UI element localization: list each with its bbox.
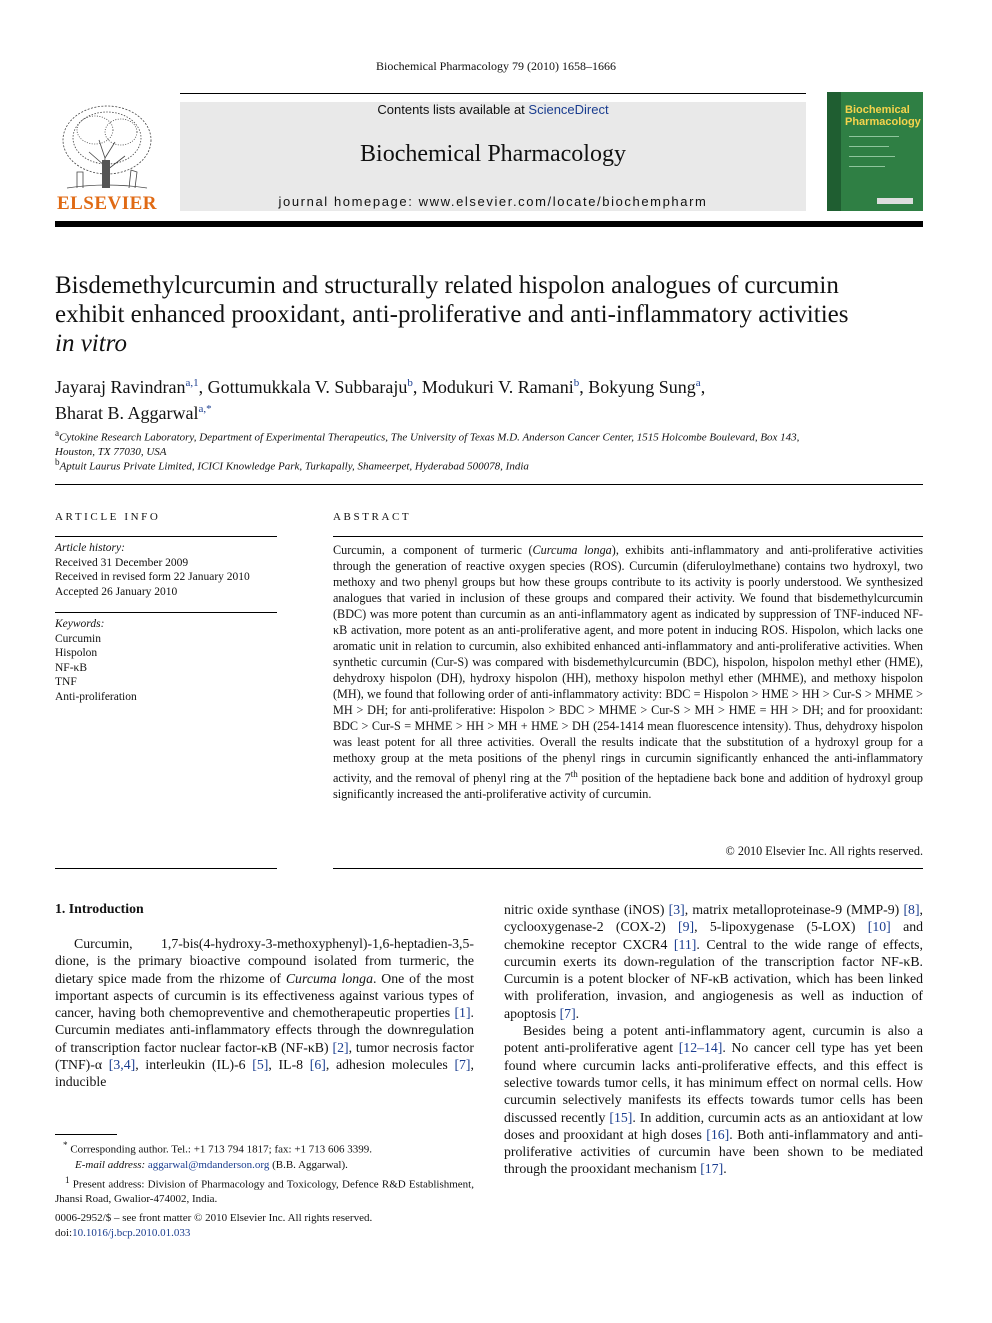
citation-link[interactable]: [7] — [559, 1005, 576, 1021]
abstract-text: ), exhibits anti-inflammatory and anti-proliferative activities through the generation of reactive oxygen species (ROS). Curcumin (diferuloylmethane) contains two hydroxyl, two methoxy and two phenyl groups but how these groups contribute to its activity is poorly understood. We synthesized analogues that varied in inclusion of these groups and compared their activity. We found that bisdemethylcurcumin (BDC) was more potent than curcumin as an anti-inflammatory agent as indicated by suppression of TNF-induced NF-κB activation, more potent as an anti-proliferative agent, and more potent in inducing ROS. Hispolon, which lacks one aromatic unit in relation to curcumin, also exhibited enhanced anti-inflammatory and anti-proliferative activities. When synthetic curcumin (Cur-S) was compared with bisdemethylcurcumin (BDC), hispolon, hispolon methyl ether (HME), dehydroxy hispolon (DH), hydroxy hispolon (HH), methoxy hispolon methyl ether (MHME), and methoxy hispolon (MH), we found that following order of anti-inflammatory activity: BDC = Hispolon > HME > HH > Cur-S > MHME > MH > DH; for anti-proliferative: Hispolon > BDC > MHME > Cur-S > MH > HME = HH > DH; and for prooxidant: BDC > Cur-S = MHME > HH > MH + HME > DH (254-1414 mean fluorescence intensity). Thus, dehydroxy hispolon was least potent for all three activities. Overall the results indicate that the substitution of a hydroxyl group for a methoxy group at the meta positions of the phenyl rings in curcumin significantly enhanced the anti-inflammatory activity, and the removal of phenyl ring at the 7 — [333, 543, 923, 786]
abstract-heading: ABSTRACT — [333, 511, 412, 523]
section-heading-introduction: 1. Introduction — [55, 901, 144, 916]
abstract-body — [333, 542, 923, 802]
issn-line: 0006-2952/$ – see front matter © 2010 Elsevier Inc. All rights reserved. — [55, 1212, 373, 1224]
keyword-item: Hispolon — [55, 647, 98, 659]
author-sup[interactable]: b — [407, 377, 413, 389]
abstract-sup: th — [570, 769, 578, 779]
article-info-heading: ARTICLE INFO — [55, 511, 161, 523]
intro-right-column — [504, 901, 923, 1178]
abstract-text: position of the heptadiene back bone and addition of hydroxyl group significantly increased the anti-proliferative activity of curcumin. — [333, 771, 923, 802]
intro-left-column — [55, 935, 474, 1091]
footnote-rule — [55, 1134, 117, 1135]
abstract-rule — [333, 536, 923, 537]
history-received: Received 31 December 2009 — [55, 556, 189, 569]
page-footer — [55, 1211, 555, 1241]
elsevier-wordmark: ELSEVIER — [56, 193, 158, 214]
body-text: . Both anti-inflammatory and anti-proliferative activities of curcumin have been shown to be mediated through the prooxidant mechanism — [504, 1126, 923, 1177]
body-text: . No cancer cell type has yet been found where curcumin lacks anti-proliferative effects, and this effect is selective towards tumor cells, it has minimum effect on normal cells. How curcumin selectively manifests its effects towards tumor cells has been discussed recently — [504, 1040, 923, 1125]
body-text: . One of the most important aspects of curcumin is its effectiveness against various types of cancer, having both chemopreventive and chemotherapeutic properties — [55, 970, 475, 1021]
body-text: , adhesion molecules — [325, 1057, 455, 1073]
body-text: and chemokine receptor CXCR4 — [504, 919, 923, 952]
citation-link[interactable]: [1] — [454, 1005, 471, 1021]
article-history — [55, 541, 277, 599]
email-suffix: (B.B. Aggarwal). — [269, 1158, 348, 1171]
keywords-block — [55, 617, 277, 704]
citation-link[interactable]: [2] — [332, 1039, 349, 1055]
citation-link[interactable]: [8] — [903, 902, 920, 917]
corresponding-author: Corresponding author. Tel.: +1 713 794 1817; fax: +1 713 606 3399. — [70, 1143, 373, 1156]
affiliation-a — [55, 426, 923, 459]
abstract-text: Curcumin, a component of turmeric ( — [333, 543, 533, 557]
affiliation-sup: a — [55, 428, 60, 438]
citation-link[interactable]: [17] — [700, 1161, 724, 1177]
citation-link[interactable]: [7] — [454, 1057, 471, 1073]
contents-line — [180, 102, 806, 117]
body-text: , 5-lipoxygenase (5-LOX) — [694, 919, 868, 935]
author-list — [55, 372, 923, 424]
body-text: Curcumin, 1,7-bis(4-hydroxy-3-methoxyphenyl)-1,6-heptadien-3,5-dione, is the primary bioactive compound isolated from turmeric, the dietary spice made from the rhizome of — [55, 936, 474, 986]
body-species: Curcuma longa — [285, 970, 373, 986]
affiliation-text: Cytokine Research Laboratory, Department of Experimental Therapeutics, The University of Texas M.D. Anderson Cancer Center, 1515 Holcombe Boulevard, Box 143, — [59, 431, 800, 444]
body-text: . — [575, 1005, 580, 1021]
body-text: . — [723, 1161, 727, 1177]
author-sep: , — [579, 377, 589, 397]
affiliation-text-2: Houston, TX 77030, USA — [55, 445, 167, 458]
history-accepted: Accepted 26 January 2010 — [55, 585, 178, 598]
abstract-species: Curcuma longa — [532, 543, 612, 557]
author-name[interactable]: Modukuri V. Ramani — [421, 377, 574, 397]
title-divider — [55, 484, 923, 485]
email-label: E-mail address: — [75, 1158, 148, 1171]
keyword-item: TNF — [55, 676, 77, 688]
article-title — [55, 271, 923, 358]
history-label: Article history: — [55, 542, 125, 554]
present-address: Present address: Division of Pharmacology and Toxicology, Defence R&D Establishment, Jhansi Road, Gwalior-474002, India. — [55, 1178, 474, 1206]
title-line-1: Bisdemethylcurcumin and structurally related hispolon analogues of curcumin — [55, 272, 839, 299]
citation-link[interactable]: [10] — [867, 919, 891, 935]
citation-link[interactable]: [6] — [309, 1057, 326, 1073]
body-text: nitric oxide synthase (iNOS) — [504, 902, 669, 917]
journal-citation: Biochemical Pharmacology 79 (2010) 1658–1666 — [376, 59, 616, 73]
body-text: Besides being a potent anti-inflammatory agent, curcumin is also a potent anti-proliferative agent — [504, 1023, 923, 1056]
journal-cover — [827, 92, 923, 211]
title-line-3: in vitro — [55, 330, 127, 357]
author-name[interactable]: Gottumukkala V. Subbaraju — [207, 377, 408, 397]
affiliation-text: Aptuit Laurus Private Limited, ICICI Knowledge Park, Turkapally, Shameerpet, Hyderabad 500078, India — [59, 460, 529, 473]
cover-title-line2: Pharmacology — [845, 116, 921, 128]
keywords-rule — [55, 612, 277, 613]
footnote-mark: 1 — [65, 1174, 70, 1185]
footnote-mark: * — [63, 1140, 68, 1150]
history-revised: Received in revised form 22 January 2010 — [55, 571, 250, 583]
author-sup[interactable]: a,* — [198, 403, 212, 415]
citation-link[interactable]: [15] — [609, 1109, 633, 1125]
body-text: . Central to the wide range of effects, curcumin exerts its down-regulation of the transcription factor NF-κB. Curcumin is a potent blocker of NF-κB activation, which has been linked with proliferation, invasion, and angiogenesis as well as induction of apoptosis — [504, 936, 923, 1021]
contents-prefix: Contents lists available at — [377, 102, 529, 117]
doi-link[interactable]: 10.1016/j.bcp.2010.01.033 — [72, 1227, 191, 1239]
article-info-rule — [55, 536, 277, 537]
email-link[interactable]: aggarwal@mdanderson.org — [147, 1158, 270, 1171]
affiliation-sup: b — [55, 457, 60, 467]
keyword-item: Curcumin — [55, 632, 101, 645]
body-text: , inducible — [55, 1057, 474, 1090]
keywords-label: Keywords: — [55, 618, 105, 630]
keyword-item: NF-κB — [55, 661, 87, 674]
citation-link[interactable]: [9] — [678, 919, 695, 935]
doi-label: doi: — [55, 1227, 73, 1239]
body-text: , cyclooxygenase-2 (COX-2) — [504, 902, 923, 935]
body-text: , matrix metalloproteinase-9 (MMP-9) — [684, 902, 904, 917]
body-text: . In addition, curcumin acts as an antioxidant at low doses and prooxidant at high doses — [504, 1109, 923, 1142]
body-text: , IL-8 — [268, 1057, 310, 1073]
citation-link[interactable]: [5] — [252, 1057, 269, 1073]
citation-link[interactable]: [3,4] — [108, 1057, 136, 1073]
author-sep: , — [700, 377, 706, 397]
copyright: © 2010 Elsevier Inc. All rights reserved. — [725, 844, 923, 858]
footnotes — [55, 1138, 474, 1207]
author-sup[interactable]: a — [695, 377, 701, 389]
body-text: , interleukin (IL)-6 — [135, 1057, 253, 1073]
author-sup[interactable]: a,1 — [185, 377, 199, 389]
body-text: , tumor necrosis factor (TNF)-α — [55, 1039, 474, 1073]
affiliation-b — [55, 455, 923, 474]
abstract-bottom-rule — [333, 868, 923, 869]
author-name[interactable]: Bokyung Sung — [588, 377, 696, 397]
citation-link[interactable]: [12–14] — [678, 1040, 723, 1056]
body-text: . Curcumin mediates anti-inflammatory effects through the downregulation of transcription factor nuclear factor-κB (NF-κB) — [55, 1005, 474, 1055]
header-rule — [180, 93, 806, 94]
author-sep: , — [198, 377, 208, 397]
title-line-2: exhibit enhanced prooxidant, anti-proliferative and anti-inflammatory activities — [55, 301, 849, 328]
author-name[interactable]: Jayaraj Ravindran — [55, 377, 186, 397]
article-info-bottom-rule — [55, 868, 277, 869]
sciencedirect-link[interactable]: ScienceDirect — [528, 102, 609, 117]
citation-link[interactable]: [16] — [706, 1126, 730, 1142]
author-sup[interactable]: b — [573, 377, 580, 389]
author-sep: , — [412, 377, 422, 397]
journal-homepage[interactable]: journal homepage: www.elsevier.com/locate/biochempharm — [278, 194, 708, 209]
header-divider — [55, 221, 923, 227]
citation-link[interactable]: [3] — [668, 902, 685, 917]
author-name[interactable]: Bharat B. Aggarwal — [55, 403, 199, 423]
citation-link[interactable]: [11] — [673, 936, 697, 952]
keyword-item: Anti-proliferation — [55, 690, 137, 703]
journal-name: Biochemical Pharmacology — [360, 141, 626, 167]
cover-title-line1: Biochemical — [845, 104, 910, 116]
